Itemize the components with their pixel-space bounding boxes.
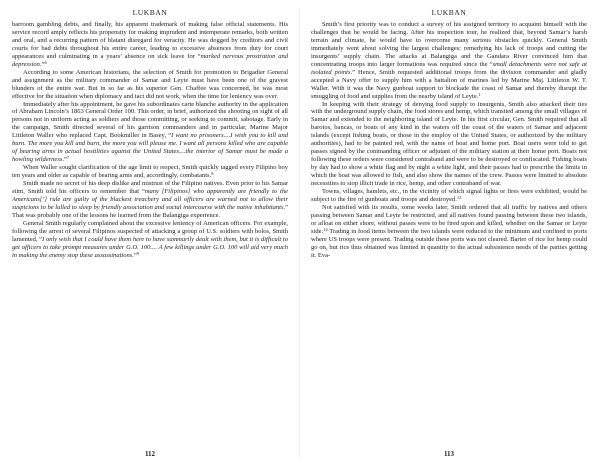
paragraph [12, 220, 288, 260]
right-page-body [311, 21, 587, 441]
page-number-right: 113 [443, 450, 455, 458]
text-run: .” [62, 156, 67, 164]
paragraph [311, 204, 587, 260]
text-run: .” Hence, Smith requested additional troops from the division commander and gladly accepted a Navy offer to supply him with a battalion of marines led by Marine Maj. Littleton W. T. Waller. With it was the Navy gunboat support to blockade the coast of Samar and thereby disrupt the smuggling of food and supplies from the nearby island of Leyte. [311, 68, 587, 100]
paragraph [311, 101, 587, 188]
paragraph [311, 188, 587, 204]
text-run: When Waller sought clarification of the age limit to respect, Smith quickly tagged every Filipino boy ten years and older as capable of bearing arms and, accordingly, combatants. [12, 164, 288, 180]
text-run: Not satisfied with its results, some weeks later, Smith ordered that all traffic by natives and others passing between Samar and Leyte be restricted, and all natives found passing between these two islands, or afloat on either shore, without passes were to be fired upon and killed, whether on the Samar or Leyte side. [311, 203, 587, 235]
quote-italic: small detachments were not safe at isolated points [311, 60, 587, 76]
text-run: .” That was probably one of the lessons he learned from the Balangiga experience. [12, 203, 288, 219]
gutter-divider [299, 8, 300, 458]
footnote-ref: 6 [44, 59, 47, 65]
text-run: Smith’s first priority was to conduct a survey of his assigned territory to acquaint himself with the challenges that he would be facing. After his inspection tour, he realized that, beyond Samar’s harsh terrain and climate, he would have to overcome many serious obstacles quickly. General Smith immediately went about solving the largest challenges: remedying his lack of troops and cutting the insurgents’ supply chain. The attacks at Balangiga and the Gandara River convinced him that concentrating troops into larger formations was required since the “ [311, 21, 587, 68]
text-run: .” [39, 60, 45, 68]
text-run: In keeping with their strategy of denying food supply to insurgents, Smith also attacked their ties with the underground supply chain, the food stores and hemp, which transited among the small villages of Samar and extended to the neighboring island of Leyte. In his first circular, Gen. Smith required that all barotos, bancas, or boats of any kind in the waters off the coast of the waters of Samar and adjacent islands (except fishing boats, or those in the employ of the United States, or authorized by the military authorities), had to be painted red, with the name of boat and home port. Boat users were told to get passes signed by the commanding officer or adjutant of the military station at their home port. Boats not following these orders were considered contraband and were to be destroyed or confiscated. Fishing boats by day had to show a white flag and by night a white light, and their passes had to prescribe the limits in which the boat was allowed to fish, and also show the names of the crew. Passes were limited to absolute necessities to stop illicit trade in rice, hemp, and other contraband of war. [311, 100, 587, 188]
text-run: barroom gambling debts, and finally, his apparent trademark of making false official statements. His service record amply reflects his propensity for making imprudent and intemperate remarks, both written and oral, and a recurring pattern of blatant disregard for veracity. He was dogged by creditors and civil courts for bad debts throughout his entire career, leading to excessive absences from duty for court appearances and culminating in a years’ absence on sick leave for “ [12, 21, 288, 60]
left-page [12, 0, 288, 463]
text-run: According to some American historians, the selection of Smith for promotion to Brigadier General and assignment as the military commander of Samar and Leyte must have been one of the gravest blunders of the entire war. But in so far as his superior Gen. Chaffee was concerned, he was most effective for the situation when diplomacy and tact did not work, when the time for leniency was over. [12, 68, 288, 100]
quote-italic: I want no prisoners....I wish you to kill and burn. The more you kill and burn, the more you will please me. I want all persons killed who are capable of bearing arms in actual hostilities against the United States....the interior of Samar must be made a howling wilderness [12, 132, 288, 164]
footnote-ref: 8 [211, 171, 214, 177]
footnote-ref: 7 [66, 155, 70, 161]
footnote-ref: 9 [136, 250, 140, 256]
quote-italic: I only wish that I could have them here to have summarily dealt with them, but it is difficult to get officers to take prompt measures under G.O. 100.... A few killings under G.O. 100 will aid very much in making the enemy stop these assassinations [12, 235, 288, 259]
right-page [311, 0, 587, 463]
page-number-left: 112 [144, 450, 156, 458]
paragraph [12, 69, 288, 101]
paragraph [311, 21, 587, 101]
left-page-body [12, 21, 288, 441]
footnote-ref: 1 [478, 91, 481, 97]
footnote-ref: 13 [456, 194, 462, 200]
running-head-right: LUKBAN [431, 8, 467, 17]
text-run: Towns, villages, hamlets, etc., in the vicinity of which signal lights or fires were exhibited, would be subject to the fire of gunboats and troops and destroyed. [311, 188, 587, 203]
paragraph [12, 21, 288, 69]
text-run: Trading in food items between the two islands were reduced to the minimum and confined to ports where US troops were present. Trading outside these ports was not cleared. Barter of rice for hemp could go on, but rice thus obtained was limited in quantity to the actual subsistence needs of the parties getting it. Eva- [311, 227, 587, 259]
footnote-ref: 14 [323, 226, 328, 232]
paragraph [12, 101, 288, 165]
running-head-left: LUKBAN [132, 8, 168, 17]
text-run: Immediately after his appointment, he gave his subordinates carte blanche authority in the application of Abraham Lincoln’s 1863 General Order 100. This order, in brief, authorized the shooting on sight of all persons not in uniform acting as soldiers and those committing, or seeking to commit, sabotage. Early in the campaign, Smith directed several of his garrison commanders and in particular, Marine Major Littleton Waller who replaced Capt. Bookmiller in Basey, “ [12, 100, 288, 140]
quote-italic: many [Filipinos] who apparently are friendly to the Americans[’] rule are guilty of the blackest treachery and all officers are warned not to allow their suspicions to be lulled to sleep by friendly association and social intercourse with the native inhabitants [12, 188, 288, 211]
text-run: Smith made no secret of his deep dislike and mistrust of the Filipino natives. Even prior to his Samar stint, Smith told his officers to remember that “ [12, 180, 288, 196]
paragraph [12, 180, 288, 220]
text-run: General Smith regularly complained about the excessive leniency of American officers. For example, following the arrest of several Filipinos suspected of attacking a group of U.S. soldiers with bolos, Smith lamented, “ [12, 219, 288, 243]
text-run: .” [132, 251, 137, 259]
paragraph [12, 164, 288, 180]
quote-italic: marked nervous prostration and depression [12, 52, 288, 68]
